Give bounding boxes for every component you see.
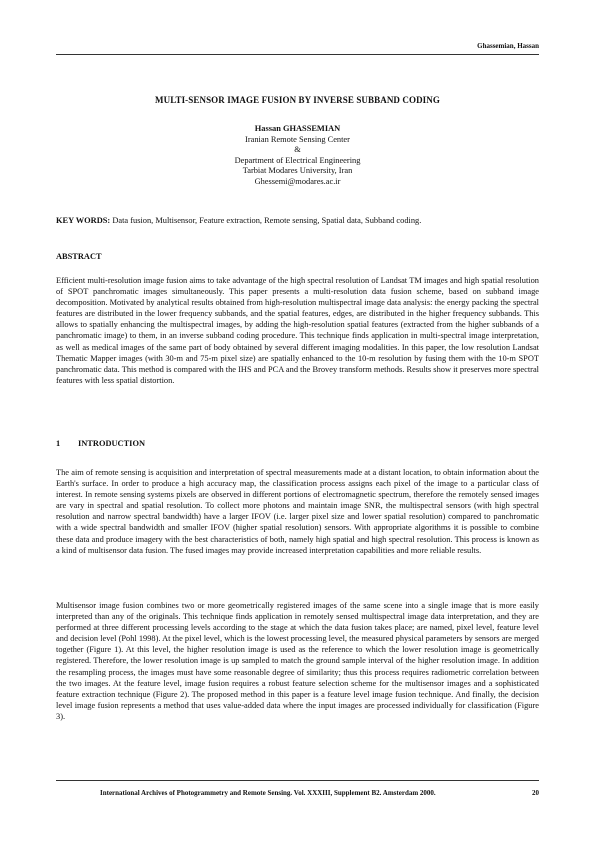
affiliation-2: Department of Electrical Engineering: [234, 155, 361, 165]
abstract-text: Efficient multi-resolution image fusion aims to take advantage of the high spectral resolution of Landsat TM images and high spatial resolution of SPOT panchromatic images simultaneously. This paper presents a multi-resolution data fusion scheme, based on subband image decomposition. Motivated by analytical results obtained from high-resolution multispectral image data analysis: the energy packing the spectral features are distributed in the lower frequency subbands, and the spatial features, edges, are distributed in the higher frequency subbands. This allows to spatially enhancing the multispectral images, by adding the high-resolution spatial features (extracted from the higher subbands of a panchromatic image) to them, in an inverse subband coding procedure. This technique finds application in multi-spectral image interpretation, as well as medical images of the same part of body obtained by several different imaging modalities. In this paper, the low resolution Landsat Thematic Mapper images (with 30-m and 75-m pixel size) are spatially enhanced to the 10-m resolution by fusing them with the 10-m SPOT panchromatic data. This method is compared with the IHS and PCA and the Brovey transform methods. Results show it preserves more spectral features with less spatial distortion.: [56, 276, 539, 385]
keywords: [56, 216, 539, 225]
author-block: [56, 124, 539, 188]
section-title: INTRODUCTION: [78, 439, 146, 448]
affiliation-3: Tarbiat Modares University, Iran: [242, 166, 353, 176]
intro-paragraph-1: The aim of remote sensing is acquisition and interpretation of spectral measurements made at a distant location, to obtain information about the Earth's surface. In order to produce a high accuracy map, the classification process assigns each pixel of the image to a particular class of interest. In remote sensing systems pixels are observed in different portions of electromagnetic spectrum, therefore the remotely sensed images are vary in spectral and spatial resolution. To collect more photons and maintain image SNR, the multispectral sensors (with high spectral resolution and narrow spectral bandwidth) have a larger IFOV (i.e. larger pixel size and lower spatial resolution) compared to panchromatic with a wide spectral bandwidth and smaller IFOV (higher spatial resolution) sensors. With appropriate algorithms it is possible to combine these data and produce imagery with the best characteristics of both, namely high spatial and high spectral resolution. This process is known as a kind of multisensor data fusion. The fused images may provide increased interpretation capabilities and more reliable results.: [56, 468, 539, 555]
author-email: Ghessemi@modares.ac.ir: [254, 176, 341, 186]
affiliation-1: Iranian Remote Sensing Center: [245, 134, 350, 144]
affiliation-ampersand: &: [294, 145, 301, 155]
intro-paragraph-2: Multisensor image fusion combines two or more geometrically registered images of the same scene into a single image that is more easily interpreted than any of the originals. This technique finds application in remotely sensed multispectral image data interpretation, and they are performed at three different processing levels according to the stage at which the data fusion takes place; are named, pixel level, feature level and decision level (Pohl 1998). At the pixel level, which is the lowest processing level, the measured physical parameters by sensors are merged together (Figure 1). At this level, the higher resolution image is used as the reference to which the lower resolution image is geometrically registered. Therefore, the lower resolution image is up sampled to match the ground sample interval of the higher resolution image. In addition the resampling process, the images must have some reasonable degree of similarity; thus this process requires radiometric correlation between the two images. At the feature level, image fusion requires a robust feature selection scheme for the multisensor images and a sophisticated feature extraction technique (Figure 2). The proposed method in this paper is a feature level image fusion technique. And finally, the decision level image fusion represents a method that uses value-added data where the input images are processed individually for classification (Figure 3).: [56, 601, 539, 721]
keywords-label: KEY WORDS:: [56, 216, 111, 225]
header-rule: [56, 54, 539, 55]
author-name: Hassan GHASSEMIAN: [254, 124, 341, 133]
footer-citation: International Archives of Photogrammetry and Remote Sensing. Vol. XXXIII, Supplement B2. Amsterdam 2000.: [100, 789, 436, 797]
page-number: 20: [532, 789, 539, 797]
section-heading: [56, 439, 145, 448]
section-number: 1: [56, 439, 61, 448]
footer-rule: [56, 780, 539, 781]
running-head: Ghassemian, Hassan: [477, 42, 539, 50]
keywords-text: Data fusion, Multisensor, Feature extraction, Remote sensing, Spatial data, Subband coding.: [110, 216, 422, 225]
paper-title: MULTI-SENSOR IMAGE FUSION BY INVERSE SUBBAND CODING: [155, 95, 440, 105]
abstract-heading: ABSTRACT: [56, 252, 102, 261]
